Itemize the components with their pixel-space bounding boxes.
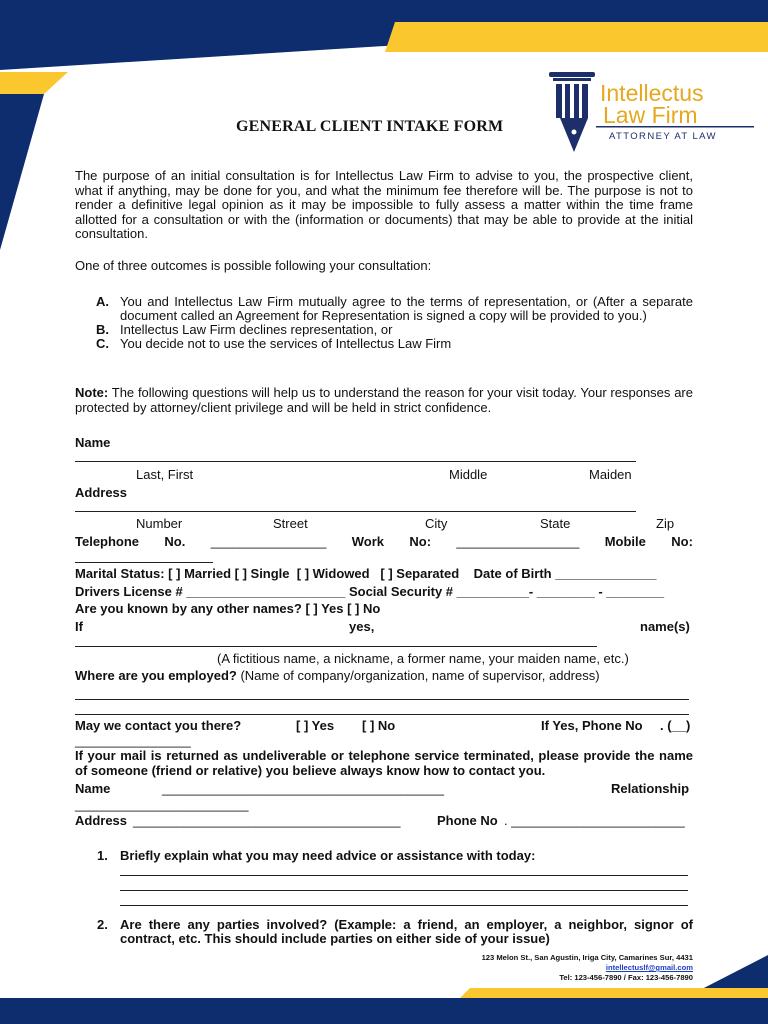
marital-status-row[interactable]: Marital Status: [ ] Married [ ] Single [ ] Widowed [ ] Separated Date of Birth ______________	[75, 566, 657, 581]
reference-phone-field[interactable]: . ________________________	[504, 813, 685, 828]
contact-phone-field[interactable]: . (__)	[660, 718, 691, 733]
logo-name-line1: Intellectus	[600, 80, 704, 106]
address-sub-zip: Zip	[656, 516, 675, 531]
address-label: Address	[75, 485, 128, 500]
outcomes-list	[96, 295, 693, 351]
employed-row: Where are you employed? (Name of company/organization, name of supervisor, address)	[75, 668, 600, 683]
employer-field-2[interactable]	[75, 714, 689, 715]
reference-name-field[interactable]: _______________________________________	[162, 781, 444, 796]
yes-label: yes,	[349, 619, 375, 634]
reference-name-label: Name	[75, 781, 111, 796]
mobile-field[interactable]	[75, 562, 213, 563]
question-2: 2. Are there any parties involved? (Example: a friend, an employer, a neighbor, signor of contract, etc. This should include parties on either side of your issue)	[97, 917, 693, 946]
question-1-answer-line[interactable]	[120, 875, 688, 876]
relationship-field[interactable]: ________________________	[75, 797, 249, 812]
other-names-row[interactable]: Are you known by any other names? [ ] Yes [ ] No	[75, 601, 381, 616]
logo-name-line2: Law Firm	[603, 102, 698, 128]
footer-address: 123 Melon St., San Agustin, Iriga City, Camarines Sur, 4431	[481, 953, 693, 962]
reference-address-label: Address	[75, 813, 128, 828]
reference-address-field[interactable]: _____________________________________	[133, 813, 401, 828]
address-sub-street: Street	[273, 516, 308, 531]
contact-phone-continuation[interactable]: ________________	[75, 733, 191, 748]
name-sub-last-first: Last, First	[136, 467, 194, 482]
logo-tagline: ATTORNEY AT LAW	[609, 131, 717, 142]
note-paragraph: Note: The following questions will help us to understand the reason for your visit today. Your responses are protected by attorney/client privilege and will be held in strict confidence.	[75, 385, 693, 415]
contact-no-checkbox[interactable]: [ ] No	[362, 718, 396, 733]
name-label: Name	[75, 435, 111, 450]
page-title: GENERAL CLIENT INTAKE FORM	[236, 118, 504, 135]
names-label: name(s)	[640, 619, 690, 634]
question-1-answer-line[interactable]	[120, 905, 688, 906]
name-field[interactable]	[75, 461, 636, 462]
if-label: If	[75, 619, 83, 634]
question-1: 1. Briefly explain what you may need advice or assistance with today:	[97, 848, 536, 863]
address-field[interactable]	[75, 511, 636, 512]
name-sub-maiden: Maiden	[589, 467, 632, 482]
address-sub-city: City	[425, 516, 448, 531]
relationship-label: Relationship	[611, 781, 690, 796]
name-sub-middle: Middle	[449, 467, 488, 482]
intro-paragraph: The purpose of an initial consultation is for Intellectus Law Firm to advise to you, the prospective client, what if anything, may be done for you, and what the minimum fee therefore will be. The purpose is not to render a definitive legal opinion as it may be impossible to fully assess a matter within the time frame allotted for a consultation or with the (information or documents) that may be able to provide at the initial consultation.	[75, 168, 693, 242]
question-1-answer-line[interactable]	[120, 890, 688, 891]
outcomes-intro: One of three outcomes is possible following your consultation:	[75, 258, 432, 273]
footer-phones: Tel: 123-456-7890 / Fax: 123-456-7890	[559, 973, 693, 982]
other-names-field[interactable]	[75, 646, 597, 647]
telephone-row: Telephone No. ________________ Work No: _________________ Mobile No:	[75, 534, 693, 549]
list-item: A. You and Intellectus Law Firm mutually agree to the terms of representation, or (After a separate document called an Agreement for Representation is signed a copy will be provided to you.)	[96, 294, 693, 323]
other-names-hint: (A fictitious name, a nickname, a former name, your maiden name, etc.)	[217, 651, 629, 666]
address-sub-number: Number	[136, 516, 183, 531]
telephone-field[interactable]: ________________	[210, 534, 327, 549]
employer-field-1[interactable]	[75, 699, 689, 700]
contact-yes-checkbox[interactable]: [ ] Yes	[296, 718, 335, 733]
drivers-license-row[interactable]: Drivers License # ______________________ Social Security # __________- ________ - ________	[75, 584, 665, 599]
list-item: B. Intellectus Law Firm declines representation, or	[96, 322, 393, 337]
work-phone-field[interactable]: _________________	[456, 534, 580, 549]
list-item: C. You decide not to use the services of Intellectus Law Firm	[96, 336, 452, 351]
address-sub-state: State	[540, 516, 571, 531]
contact-label: May we contact you there?	[75, 718, 242, 733]
contact-phone-label: If Yes, Phone No	[541, 718, 643, 733]
footer-email-link[interactable]: intellectuslf@gmail.com	[605, 963, 693, 972]
reference-phone-label: Phone No	[437, 813, 498, 828]
mail-returned-text: If your mail is returned as undeliverable or telephone service terminated, please provide the name of someone (friend or relative) you believe always know how to contact you.	[75, 748, 693, 778]
footer-contact	[482, 953, 693, 983]
